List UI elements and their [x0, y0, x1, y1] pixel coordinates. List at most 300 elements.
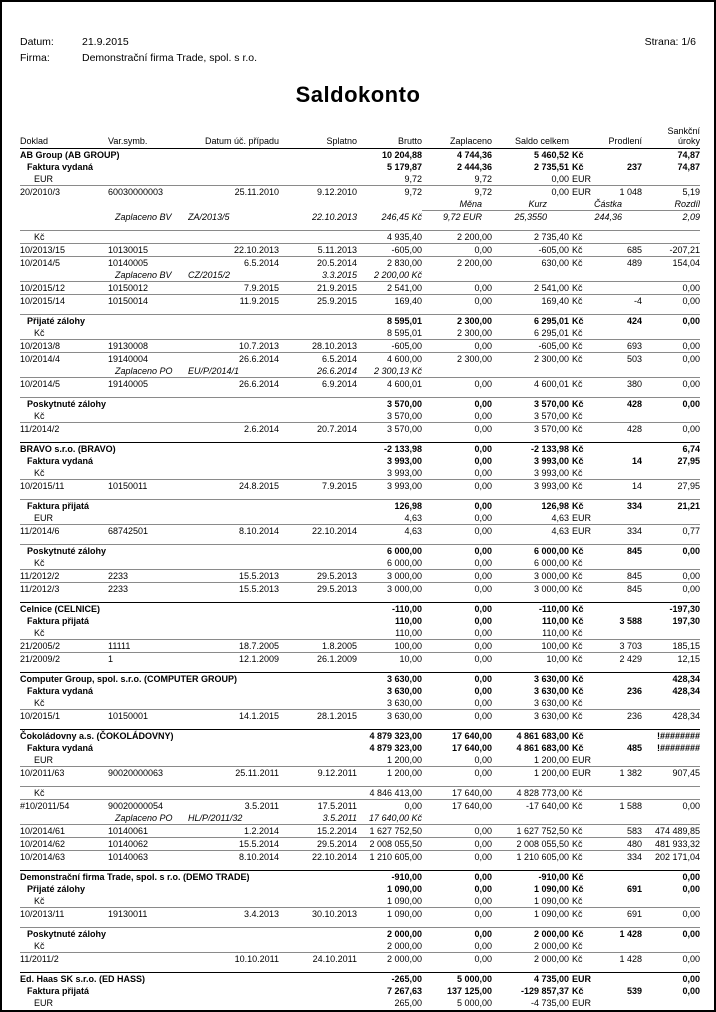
doc-type-label: Faktura vydaná [27, 162, 94, 172]
saldo-total: 2 000,00 [492, 928, 569, 941]
currency-code: Kč [569, 673, 600, 686]
delay-days [600, 871, 642, 884]
col-header-prodleni: Prodlení [600, 126, 642, 149]
delay-days [600, 730, 642, 743]
spacer-row [20, 595, 700, 603]
brutto-amount: 1 210 605,00 [357, 851, 422, 864]
indent [20, 211, 108, 224]
doc-type-label: Faktura vydaná [27, 456, 94, 466]
currency-code: Kč [569, 443, 600, 456]
currency-code: Kč [569, 603, 600, 616]
paid-amount: 0,00 [422, 825, 492, 838]
delay-days: 1 048 [600, 186, 642, 199]
delay-days: 236 [626, 686, 642, 696]
currency-code: Kč [572, 686, 584, 696]
due-date: 26.1.2009 [279, 653, 357, 666]
delay-empty [600, 997, 642, 1009]
doc-number: 10/2014/5 [20, 378, 108, 391]
currency-code: Kč [569, 871, 600, 884]
currency-code: Kč [569, 231, 600, 244]
paid-subtotal: 9,72 [474, 174, 492, 184]
var-symbol: 2233 [108, 570, 188, 583]
paid-amount: 0,00 [422, 423, 492, 436]
document-row [20, 908, 700, 921]
accounting-date: 10.7.2013 [188, 340, 279, 353]
doc-number: 11/2012/2 [20, 570, 108, 583]
brutto-total: -2 133,98 [357, 443, 422, 456]
brutto-amount: 3 993,00 [357, 480, 422, 493]
penalty-total: 0,00 [642, 928, 700, 941]
delay-days: 428 [600, 398, 642, 411]
saldo-subtotal: 2 735,40 [492, 231, 569, 244]
delay-days: 691 [626, 884, 642, 894]
penalty-empty [642, 895, 700, 908]
currency-code: Kč [569, 500, 600, 513]
payment-detail-row [20, 211, 700, 224]
delay-days: 428 [600, 423, 642, 436]
brutto-total: -910,00 [357, 871, 422, 884]
subgroup-total-row [20, 315, 700, 328]
saldo-amount: 1 200,00 [492, 767, 569, 780]
penalty-amount: 0,00 [642, 908, 700, 921]
var-symbol: 10150014 [108, 295, 188, 308]
accounting-date: 10.10.2011 [188, 953, 279, 966]
delay-days: 334 [600, 851, 642, 864]
penalty-total: 0,00 [682, 986, 700, 996]
var-symbol: 10150012 [108, 282, 188, 295]
saldo-amount: 2 008 055,50 [492, 838, 569, 851]
saldo-amount: 3 000,00 [492, 583, 569, 596]
partner-name: Ed. Haas SK s.r.o. (ED HASS) [20, 973, 357, 986]
delay-empty [600, 940, 642, 953]
saldo-amount: 630,00 [492, 257, 569, 270]
accounting-date: 15.5.2013 [188, 583, 279, 596]
spacer [20, 390, 700, 398]
paid-amount: 0,00 [422, 908, 492, 921]
currency-code: Kč [572, 896, 583, 906]
payment-date: 3.5.2011 [322, 813, 357, 823]
penalty-amount: 154,04 [642, 257, 700, 270]
currency-code: Kč [569, 353, 600, 366]
spacer-row [20, 665, 700, 673]
var-symbol: 10130015 [108, 244, 188, 257]
saldo-total: 6 295,01 [492, 315, 569, 328]
payment-label: Zaplaceno BV [115, 270, 172, 280]
doc-number: 10/2013/8 [20, 340, 108, 353]
delay-empty [600, 787, 642, 800]
delay-days: 480 [600, 838, 642, 851]
paid-subtotal: 2 200,00 [422, 231, 492, 244]
brutto-total: 5 179,87 [386, 162, 422, 172]
brutto-amount: 3 570,00 [357, 423, 422, 436]
paid-amount: 17 640,00 [422, 800, 492, 813]
currency-code: Kč [569, 953, 600, 966]
doc-number: 10/2015/14 [20, 295, 108, 308]
saldo-total: -110,00 [492, 603, 569, 616]
brutto-total: 3 630,00 [357, 673, 422, 686]
delay-days: 583 [600, 825, 642, 838]
doc-number: 21/2005/2 [20, 640, 108, 653]
penalty-empty [642, 697, 700, 710]
doc-type-label: Faktura vydaná [27, 743, 94, 753]
delay-days: 489 [600, 257, 642, 270]
penalty-amount: 0,77 [642, 525, 700, 538]
currency-code: Kč [572, 743, 584, 753]
currency-code: Kč [572, 328, 583, 338]
brutto-subtotal: 4 846 413,00 [357, 787, 422, 800]
due-date: 28.10.2013 [279, 340, 357, 353]
delay-empty [600, 467, 642, 480]
payment-label: Zaplaceno BV [115, 212, 172, 222]
delay-days: 1 428 [600, 953, 642, 966]
currency-subtotal-row [20, 410, 700, 423]
saldo-total: 2 735,51 [533, 162, 569, 172]
paid-subtotal: 0,00 [474, 755, 492, 765]
payment-label: Zaplaceno PO [115, 813, 173, 823]
col-header-splatno: Splatno [279, 126, 357, 149]
paid-amount: 9,72 [422, 186, 492, 199]
delay-days [600, 149, 642, 162]
penalty-total: !######## [642, 730, 700, 743]
payment-date: 26.6.2014 [316, 366, 357, 376]
paid-total: 0,00 [422, 928, 492, 941]
penalty-amount: 907,45 [642, 767, 700, 780]
doc-number: 10/2014/5 [20, 257, 108, 270]
saldo-subtotal: 110,00 [542, 628, 569, 638]
saldo-total: 5 460,52 [533, 150, 569, 160]
document-row [20, 480, 700, 493]
var-symbol: 10140063 [108, 851, 188, 864]
paid-amount: 0,00 [422, 244, 492, 257]
delay-days: 503 [600, 353, 642, 366]
brutto-subtotal: 9,72 [404, 174, 422, 184]
delay-days: 424 [600, 315, 642, 328]
currency-label: EUR [34, 513, 54, 523]
brutto-total: 3 570,00 [357, 398, 422, 411]
saldo-amount: 100,00 [492, 640, 569, 653]
delay-empty [600, 627, 642, 640]
var-symbol: 1 [108, 653, 188, 666]
penalty-amount: 0,00 [642, 800, 700, 813]
document-row [20, 851, 700, 864]
penalty-empty [642, 410, 700, 423]
saldo-amount: 3 993,00 [492, 480, 569, 493]
filler [422, 269, 700, 282]
brutto-total: 4 879 323,00 [357, 730, 422, 743]
penalty-amount: 12,15 [642, 653, 700, 666]
saldo-subtotal: 3 570,00 [533, 411, 569, 421]
delay-empty [600, 231, 642, 244]
spacer [20, 920, 700, 928]
saldo-total: 4 861 683,00 [492, 730, 569, 743]
col-header-datum: Datum úč. případu [188, 126, 279, 149]
saldo-amount: -605,00 [492, 244, 569, 257]
delay-empty [600, 754, 642, 767]
saldo-amount: 2 541,00 [492, 282, 569, 295]
saldo-amount: 3 000,00 [492, 570, 569, 583]
document-row [20, 583, 700, 596]
paid-subtotal: 17 640,00 [422, 787, 492, 800]
spacer-row [20, 537, 700, 545]
group-total-row [20, 673, 700, 686]
due-date: 21.9.2015 [279, 282, 357, 295]
payment-amount: 246,45 Kč [381, 212, 422, 222]
currency-label: Kč [34, 628, 45, 638]
saldo-amount: 2 000,00 [492, 953, 569, 966]
brutto-total: -110,00 [357, 603, 422, 616]
document-row [20, 340, 700, 353]
penalty-total: 428,34 [672, 686, 700, 696]
payment-note-row [20, 365, 700, 378]
doc-number: 20/2010/3 [20, 186, 108, 199]
doc-number: 11/2012/3 [20, 583, 108, 596]
currency-code: Kč [572, 162, 584, 172]
payment-label: Zaplaceno PO [115, 366, 173, 376]
brutto-subtotal: 3 630,00 [386, 698, 422, 708]
brutto-amount: 4 600,00 [357, 353, 422, 366]
saldo-subtotal: 3 993,00 [533, 468, 569, 478]
penalty-total: 6,74 [642, 443, 700, 456]
currency-code: Kč [569, 653, 600, 666]
saldo-subtotal: -4 735,00 [530, 998, 569, 1008]
doc-number: 10/2015/12 [20, 282, 108, 295]
brutto-amount: -605,00 [357, 244, 422, 257]
saldo-total: 3 570,00 [492, 398, 569, 411]
date-row [20, 36, 257, 48]
saldo-subtotal: 2 000,00 [533, 941, 569, 951]
doc-number: 10/2013/11 [20, 908, 108, 921]
delay-days: 14 [600, 480, 642, 493]
currency-code: Kč [569, 787, 600, 800]
doc-type-label: Faktura vydaná [27, 686, 94, 696]
filler [422, 365, 700, 378]
penalty-amount: 474 489,85 [642, 825, 700, 838]
penalty-amount: 0,00 [642, 295, 700, 308]
col-header-zaplaceno: Zaplaceno [422, 126, 492, 149]
sankcni-header-line1: Sankční [667, 126, 700, 136]
paid-subtotal: 5 000,00 [456, 998, 492, 1008]
delay-days: 1 588 [600, 800, 642, 813]
due-date: 30.10.2013 [279, 908, 357, 921]
saldo-subtotal: 6 000,00 [533, 558, 569, 568]
currency-code: Kč [572, 411, 583, 421]
currency-code: Kč [572, 884, 584, 894]
currency-subtotal-row [20, 787, 700, 800]
brutto-total: 3 630,00 [386, 686, 422, 696]
doc-number: 10/2014/4 [20, 353, 108, 366]
saldo-total: 3 630,00 [533, 686, 569, 696]
paid-amount: 0,00 [422, 295, 492, 308]
penalty-amount: 202 171,04 [642, 851, 700, 864]
penalty-amount: 481 933,32 [642, 838, 700, 851]
accounting-date: 26.6.2014 [188, 353, 279, 366]
firm-label: Firma: [20, 52, 50, 64]
saldo-amount: 3 630,00 [492, 710, 569, 723]
paid-amount: 0,00 [422, 570, 492, 583]
spacer-row [20, 722, 700, 730]
doc-number: 11/2014/2 [20, 423, 108, 436]
castka-col-header: Částka [569, 198, 642, 211]
brutto-subtotal: 3 570,00 [386, 411, 422, 421]
spacer-row [20, 863, 700, 871]
currency-label: EUR [34, 755, 54, 765]
paid-amount: 0,00 [422, 653, 492, 666]
currency-subtotal-row [20, 697, 700, 710]
saldo-total: 4 735,00 [492, 973, 569, 986]
col-header-varsymb: Var.symb. [108, 126, 188, 149]
doc-number: 10/2015/11 [20, 480, 108, 493]
spacer [20, 223, 700, 231]
currency-code: Kč [569, 545, 600, 558]
accounting-date: 8.10.2014 [188, 525, 279, 538]
doc-type-label: Přijaté zálohy [20, 315, 357, 328]
due-date: 22.10.2014 [279, 851, 357, 864]
paid-total: 0,00 [422, 443, 492, 456]
brutto-amount: 0,00 [357, 800, 422, 813]
group-total-row [20, 730, 700, 743]
document-row [20, 800, 700, 813]
brutto-amount: 1 090,00 [357, 908, 422, 921]
converted-amount: 244,36 [594, 212, 622, 222]
group-total-row [20, 603, 700, 616]
saldo-amount: 4 600,01 [492, 378, 569, 391]
spacer [20, 779, 700, 787]
brutto-amount: 3 000,00 [357, 570, 422, 583]
penalty-amount: 5,19 [642, 186, 700, 199]
delay-days: 845 [600, 583, 642, 596]
subgroup-total-row [20, 985, 700, 997]
saldo-total: 110,00 [541, 616, 569, 626]
saldo-total: 3 993,00 [533, 456, 569, 466]
spacer [20, 722, 700, 730]
saldo-amount: 10,00 [492, 653, 569, 666]
brutto-subtotal: 8 595,01 [386, 328, 422, 338]
paid-subtotal: 0,00 [474, 411, 492, 421]
saldo-amount: 4,63 [492, 525, 569, 538]
payment-amount: 17 640,00 Kč [368, 813, 422, 823]
currency-subtotal-row [20, 557, 700, 570]
brutto-amount: 100,00 [357, 640, 422, 653]
spacer-row [20, 920, 700, 928]
currency-code: Kč [569, 800, 600, 813]
currency-code: Kč [569, 423, 600, 436]
paid-total: 17 640,00 [451, 743, 492, 753]
brutto-subtotal: 3 993,00 [386, 468, 422, 478]
accounting-date: 15.5.2014 [188, 838, 279, 851]
report-header [20, 36, 696, 68]
penalty-amount: 428,34 [642, 710, 700, 723]
penalty-empty [642, 173, 700, 186]
paid-total: 2 300,00 [422, 315, 492, 328]
document-row [20, 525, 700, 538]
currency-label: Kč [34, 698, 45, 708]
spacer-row [20, 307, 700, 315]
penalty-empty [642, 467, 700, 480]
due-date: 22.10.2014 [279, 525, 357, 538]
brutto-amount: -605,00 [357, 340, 422, 353]
document-row [20, 353, 700, 366]
sankcni-header-line2: úroky [677, 136, 700, 146]
penalty-total: 0,00 [642, 973, 700, 986]
penalty-amount: 0,00 [642, 570, 700, 583]
delay-days: -4 [600, 295, 642, 308]
currency-code: Kč [569, 378, 600, 391]
saldo-subtotal: 4 828 773,00 [492, 787, 569, 800]
doc-number: 10/2015/1 [20, 710, 108, 723]
currency-code: EUR [572, 998, 592, 1008]
brutto-amount: 2 000,00 [357, 953, 422, 966]
delay-days: 3 588 [619, 616, 642, 626]
payment-note-row [20, 812, 700, 825]
subgroup-total-row [20, 883, 700, 895]
document-row [20, 295, 700, 308]
penalty-amount: -207,21 [642, 244, 700, 257]
document-row [20, 282, 700, 295]
paid-total: 2 444,36 [456, 162, 492, 172]
payment-doc-number: CZ/2015/2 [188, 270, 231, 280]
penalty-amount: 185,15 [642, 640, 700, 653]
saldo-amount: 1 627 752,50 [492, 825, 569, 838]
paid-total: 0,00 [474, 456, 492, 466]
paid-subtotal: 0,00 [474, 558, 492, 568]
paid-subtotal: 0,00 [474, 513, 492, 523]
spacer-row [20, 965, 700, 973]
firm-row [20, 52, 257, 64]
var-symbol [108, 953, 188, 966]
currency-label: Kč [20, 787, 357, 800]
saldo-table [20, 126, 700, 1009]
currency-code: Kč [569, 340, 600, 353]
saldo-subtotal: 4,63 [551, 513, 569, 523]
var-symbol: 10150011 [108, 480, 188, 493]
doc-type-label: Přijaté zálohy [27, 884, 86, 894]
saldo-subtotal: 1 090,00 [533, 896, 569, 906]
col-header-saldo: Saldo celkem [492, 126, 569, 149]
delay-empty [600, 327, 642, 340]
payment-amount: 2 300,13 Kč [373, 366, 422, 376]
brutto-total: 126,98 [357, 500, 422, 513]
penalty-empty [642, 512, 700, 525]
brutto-subtotal: 1 200,00 [386, 755, 422, 765]
paid-amount: 0,00 [422, 838, 492, 851]
rozdil-col-header: Rozdíl [642, 198, 700, 211]
paid-amount: 0,00 [422, 480, 492, 493]
delay-empty [600, 173, 642, 186]
delay-days: 334 [600, 525, 642, 538]
delay-days: 845 [600, 570, 642, 583]
penalty-total: 27,95 [677, 456, 700, 466]
delay-days [600, 443, 642, 456]
penalty-empty [642, 754, 700, 767]
paid-total: 0,00 [422, 500, 492, 513]
delay-days: 1 428 [600, 928, 642, 941]
penalty-amount: 0,00 [642, 583, 700, 596]
document-row [20, 244, 700, 257]
accounting-date: 25.11.2010 [188, 186, 279, 199]
accounting-date: 22.10.2013 [188, 244, 279, 257]
currency-code: Kč [572, 698, 583, 708]
saldo-subtotal: 6 295,01 [533, 328, 569, 338]
delay-days: 1 382 [600, 767, 642, 780]
spacer [20, 863, 700, 871]
delay-days: 237 [626, 162, 642, 172]
paid-subtotal: 0,00 [474, 698, 492, 708]
due-date: 29.5.2014 [279, 838, 357, 851]
currency-code: Kč [569, 851, 600, 864]
due-date: 29.5.2013 [279, 570, 357, 583]
currency-label: EUR [34, 174, 54, 184]
document-row [20, 838, 700, 851]
